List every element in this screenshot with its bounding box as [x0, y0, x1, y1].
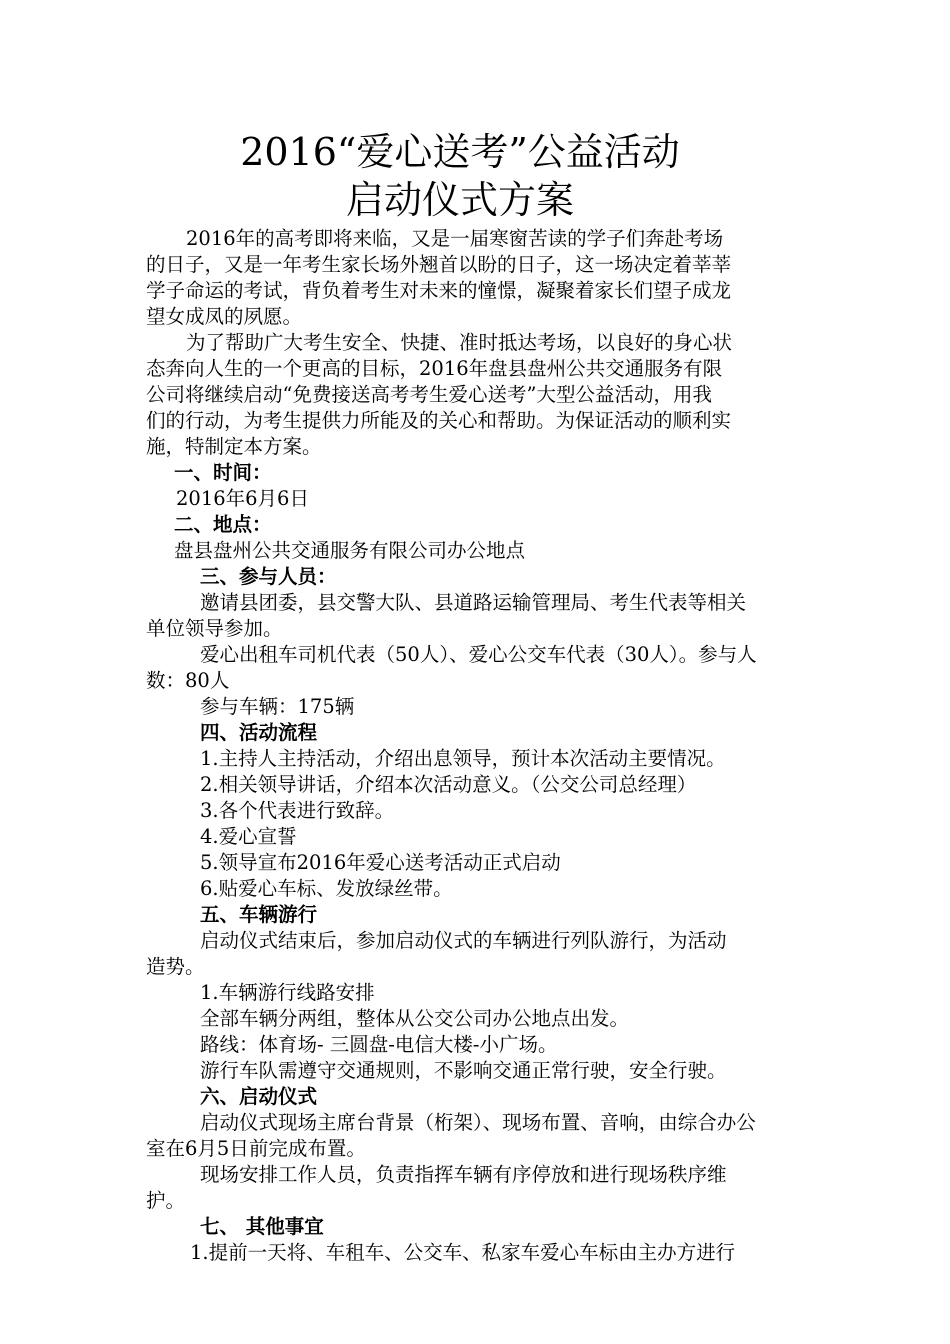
paragraph-line: 全部车辆分两组，整体从公交公司办公地点出发。 [200, 1007, 630, 1030]
paragraph-line: 现场安排工作人员，负责指挥车辆有序停放和进行现场秩序维 [200, 1163, 727, 1186]
paragraph-line: 态奔向人生的一个更高的目标，2016年盘县盘州公共交通服务有限 [146, 357, 723, 380]
list-item: 4.爱心宣誓 [200, 825, 297, 848]
paragraph-line: 数：80人 [146, 669, 230, 692]
section-heading-location: 二、地点： [174, 513, 272, 536]
section-heading-time: 一、时间： [174, 461, 272, 484]
paragraph-line: 的日子，又是一年考生家长场外翘首以盼的日子，这一场决定着莘莘 [146, 253, 732, 276]
list-item: 6.贴爱心车标、发放绿丝带。 [200, 877, 453, 900]
paragraph-line: 施，特制定本方案。 [146, 435, 322, 458]
list-item: 1.提前一天将、车租车、公交车、私家车爱心车标由主办方进行 [190, 1241, 736, 1264]
section-heading-process: 四、活动流程 [200, 721, 318, 744]
paragraph-line: 启动仪式现场主席台背景（桁架）、现场布置、音响，由综合办公 [200, 1111, 756, 1134]
paragraph-line: 望女成凤的夙愿。 [146, 305, 303, 328]
section-heading-parade: 五、车辆游行 [200, 903, 318, 926]
section-heading-ceremony: 六、启动仪式 [200, 1085, 318, 1108]
paragraph-line: 护。 [146, 1189, 186, 1212]
list-item: 1.主持人主持活动，介绍出息领导，预计本次活动主要情况。 [200, 747, 726, 770]
document-title-line-1: 2016“爱心送考”公益活动 [240, 130, 680, 174]
paragraph-line: 2016年的高考即将来临，又是一届寒窗苦读的学子们奔赴考场 [186, 227, 724, 250]
list-item: 3.各个代表进行致辞。 [200, 799, 395, 822]
paragraph-line: 学子命运的考试，背负着考生对未来的憧憬，凝聚着家长们望子成龙 [146, 279, 732, 302]
time-value: 2016年6月6日 [176, 487, 309, 510]
paragraph-line: 公司将继续启动“免费接送高考考生爱心送考”大型公益活动，用我 [146, 383, 712, 406]
section-heading-other: 七、 其他事宜 [200, 1215, 324, 1238]
document-title-line-2: 启动仪式方案 [345, 178, 574, 222]
paragraph-line: 造势。 [146, 955, 205, 978]
list-item: 5.领导宣布2016年爱心送考活动正式启动 [200, 851, 561, 874]
paragraph-line: 爱心出租车司机代表（50人）、爱心公交车代表（30人）。参与人 [200, 643, 757, 666]
paragraph-line: 为了帮助广大考生安全、快捷、准时抵达考场，以良好的身心状 [186, 331, 733, 354]
list-item: 2.相关领导讲话，介绍本次活动意义。（公交公司总经理） [200, 773, 697, 796]
paragraph-line: 路线：体育场- 三圆盘-电信大楼-小广场。 [200, 1033, 558, 1056]
paragraph-line: 邀请县团委，县交警大队、县道路运输管理局、考生代表等相关 [200, 591, 747, 614]
paragraph-line: 启动仪式结束后，参加启动仪式的车辆进行列队游行，为活动 [200, 929, 727, 952]
list-item: 1.车辆游行线路安排 [200, 981, 375, 1004]
paragraph-line: 参与车辆：175辆 [200, 695, 355, 718]
paragraph-line: 游行车队需遵守交通规则，不影响交通正常行驶，安全行驶。 [200, 1059, 727, 1082]
paragraph-line: 单位领导参加。 [146, 617, 283, 640]
paragraph-line: 们的行动，为考生提供力所能及的关心和帮助。为保证活动的顺利实 [146, 409, 732, 432]
location-value: 盘县盘州公共交通服务有限公司办公地点 [174, 539, 526, 562]
section-heading-participants: 三、参与人员： [200, 565, 337, 588]
paragraph-line: 室在6月5日前完成布置。 [146, 1137, 366, 1160]
